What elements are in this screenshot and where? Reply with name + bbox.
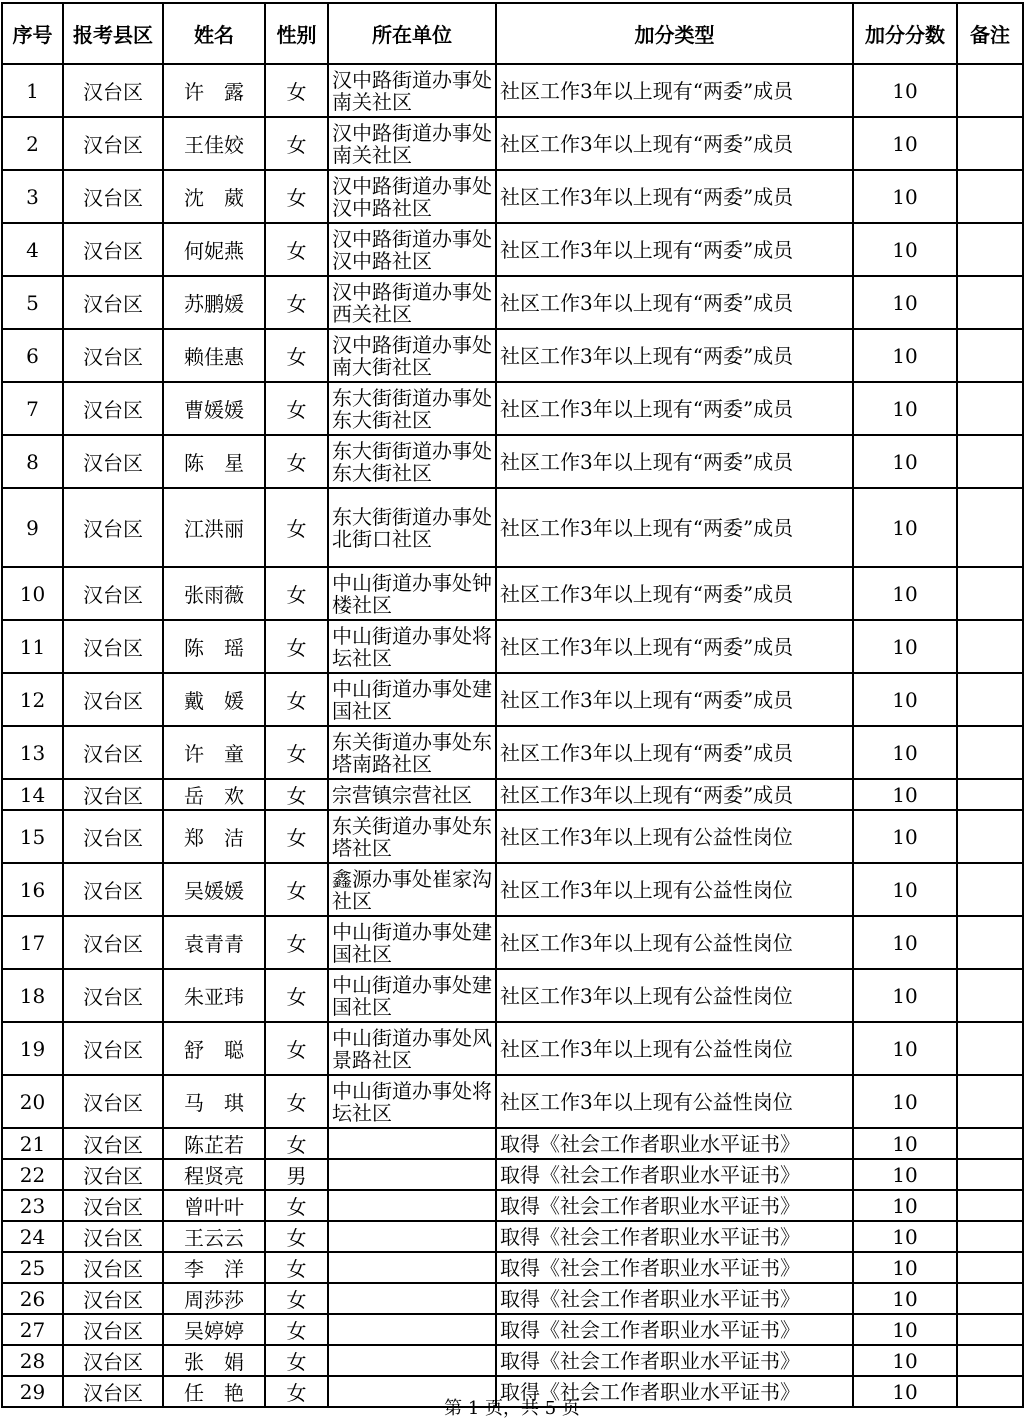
- cell-district: 汉台区: [63, 779, 163, 810]
- cell-name: 曹媛媛: [163, 382, 265, 435]
- cell-note: [957, 64, 1023, 117]
- cell-gender: 女: [265, 170, 328, 223]
- cell-note: [957, 1314, 1023, 1345]
- table-row: [2, 1252, 1023, 1283]
- table-row: [2, 726, 1023, 779]
- cell-gender: 女: [265, 488, 328, 567]
- cell-district: 汉台区: [63, 170, 163, 223]
- cell-bonus-type: 取得《社会工作者职业水平证书》: [496, 1252, 853, 1283]
- cell-unit: [328, 1221, 496, 1252]
- table-row: [2, 673, 1023, 726]
- cell-note: [957, 726, 1023, 779]
- cell-no: 25: [2, 1252, 63, 1283]
- table-body: [2, 64, 1023, 1407]
- cell-no: 21: [2, 1128, 63, 1159]
- cell-unit: 中山街道办事处风景路社区: [328, 1022, 496, 1075]
- cell-district: 汉台区: [63, 916, 163, 969]
- cell-gender: 女: [265, 276, 328, 329]
- cell-bonus-score: 10: [853, 1075, 957, 1128]
- cell-district: 汉台区: [63, 488, 163, 567]
- cell-note: [957, 1128, 1023, 1159]
- cell-no: 8: [2, 435, 63, 488]
- cell-name: 许 露: [163, 64, 265, 117]
- cell-unit: 鑫源办事处崔家沟社区: [328, 863, 496, 916]
- cell-note: [957, 117, 1023, 170]
- cell-no: 12: [2, 673, 63, 726]
- cell-bonus-type: 取得《社会工作者职业水平证书》: [496, 1221, 853, 1252]
- cell-name: 张雨薇: [163, 567, 265, 620]
- cell-gender: 女: [265, 1283, 328, 1314]
- cell-no: 20: [2, 1075, 63, 1128]
- cell-bonus-score: 10: [853, 1252, 957, 1283]
- cell-unit: 中山街道办事处建国社区: [328, 916, 496, 969]
- header-bonus-type: 加分类型: [496, 3, 853, 64]
- table-row: [2, 916, 1023, 969]
- cell-note: [957, 673, 1023, 726]
- cell-note: [957, 620, 1023, 673]
- cell-gender: 女: [265, 567, 328, 620]
- cell-no: 14: [2, 779, 63, 810]
- cell-gender: 女: [265, 1376, 328, 1407]
- cell-district: 汉台区: [63, 64, 163, 117]
- cell-bonus-score: 10: [853, 382, 957, 435]
- cell-name: 李 洋: [163, 1252, 265, 1283]
- cell-bonus-type: 社区工作3年以上现有“两委”成员: [496, 779, 853, 810]
- cell-no: 16: [2, 863, 63, 916]
- cell-name: 许 童: [163, 726, 265, 779]
- cell-unit: [328, 1314, 496, 1345]
- cell-bonus-score: 10: [853, 810, 957, 863]
- cell-note: [957, 276, 1023, 329]
- cell-name: 戴 媛: [163, 673, 265, 726]
- cell-no: 9: [2, 488, 63, 567]
- cell-unit: 中山街道办事处建国社区: [328, 673, 496, 726]
- cell-note: [957, 810, 1023, 863]
- cell-gender: 女: [265, 329, 328, 382]
- cell-bonus-type: 取得《社会工作者职业水平证书》: [496, 1314, 853, 1345]
- cell-unit: 中山街道办事处钟楼社区: [328, 567, 496, 620]
- cell-name: 王佳姣: [163, 117, 265, 170]
- cell-bonus-type: 社区工作3年以上现有“两委”成员: [496, 567, 853, 620]
- cell-name: 马 琪: [163, 1075, 265, 1128]
- cell-district: 汉台区: [63, 1022, 163, 1075]
- cell-note: [957, 1345, 1023, 1376]
- cell-name: 岳 欢: [163, 779, 265, 810]
- cell-name: 江洪丽: [163, 488, 265, 567]
- cell-no: 18: [2, 969, 63, 1022]
- cell-gender: 女: [265, 64, 328, 117]
- table-row: [2, 117, 1023, 170]
- cell-unit: 中山街道办事处将坛社区: [328, 620, 496, 673]
- cell-district: 汉台区: [63, 1190, 163, 1221]
- cell-no: 27: [2, 1314, 63, 1345]
- cell-gender: 女: [265, 1314, 328, 1345]
- table-row: [2, 1221, 1023, 1252]
- table-row: [2, 863, 1023, 916]
- cell-unit: [328, 1252, 496, 1283]
- cell-bonus-score: 10: [853, 435, 957, 488]
- table-row: [2, 276, 1023, 329]
- table-row: [2, 1283, 1023, 1314]
- cell-gender: 女: [265, 1345, 328, 1376]
- cell-gender: 女: [265, 382, 328, 435]
- cell-gender: 女: [265, 620, 328, 673]
- cell-bonus-type: 取得《社会工作者职业水平证书》: [496, 1376, 853, 1407]
- header-unit: 所在单位: [328, 3, 496, 64]
- header-name: 姓名: [163, 3, 265, 64]
- cell-name: 张 娟: [163, 1345, 265, 1376]
- cell-bonus-score: 10: [853, 1376, 957, 1407]
- cell-district: 汉台区: [63, 567, 163, 620]
- cell-bonus-score: 10: [853, 916, 957, 969]
- cell-unit: 东关街道办事处东塔南路社区: [328, 726, 496, 779]
- cell-bonus-type: 社区工作3年以上现有“两委”成员: [496, 329, 853, 382]
- cell-unit: 汉中路街道办事处汉中路社区: [328, 223, 496, 276]
- cell-district: 汉台区: [63, 435, 163, 488]
- cell-gender: 女: [265, 1022, 328, 1075]
- cell-bonus-score: 10: [853, 726, 957, 779]
- table-row: [2, 223, 1023, 276]
- cell-note: [957, 1252, 1023, 1283]
- cell-bonus-type: 社区工作3年以上现有公益性岗位: [496, 810, 853, 863]
- cell-gender: 女: [265, 1221, 328, 1252]
- cell-unit: [328, 1283, 496, 1314]
- table-row: [2, 620, 1023, 673]
- cell-unit: 宗营镇宗营社区: [328, 779, 496, 810]
- cell-no: 28: [2, 1345, 63, 1376]
- table-row: [2, 779, 1023, 810]
- cell-note: [957, 779, 1023, 810]
- cell-bonus-type: 取得《社会工作者职业水平证书》: [496, 1345, 853, 1376]
- cell-unit: 东大街街道办事处东大街社区: [328, 435, 496, 488]
- cell-district: 汉台区: [63, 1221, 163, 1252]
- cell-bonus-score: 10: [853, 223, 957, 276]
- cell-unit: [328, 1345, 496, 1376]
- cell-name: 王云云: [163, 1221, 265, 1252]
- cell-gender: 女: [265, 117, 328, 170]
- cell-unit: 汉中路街道办事处南关社区: [328, 117, 496, 170]
- cell-gender: 女: [265, 726, 328, 779]
- cell-bonus-type: 社区工作3年以上现有公益性岗位: [496, 969, 853, 1022]
- cell-district: 汉台区: [63, 1128, 163, 1159]
- cell-unit: [328, 1190, 496, 1221]
- cell-unit: 中山街道办事处将坛社区: [328, 1075, 496, 1128]
- cell-district: 汉台区: [63, 1314, 163, 1345]
- cell-name: 曾叶叶: [163, 1190, 265, 1221]
- cell-gender: 女: [265, 1252, 328, 1283]
- cell-no: 19: [2, 1022, 63, 1075]
- cell-name: 周莎莎: [163, 1283, 265, 1314]
- table-row: [2, 567, 1023, 620]
- cell-name: 袁青青: [163, 916, 265, 969]
- cell-no: 2: [2, 117, 63, 170]
- cell-bonus-score: 10: [853, 863, 957, 916]
- cell-unit: 汉中路街道办事处汉中路社区: [328, 170, 496, 223]
- table-row: [2, 1075, 1023, 1128]
- cell-district: 汉台区: [63, 117, 163, 170]
- cell-district: 汉台区: [63, 969, 163, 1022]
- table-row: [2, 382, 1023, 435]
- cell-bonus-type: 社区工作3年以上现有公益性岗位: [496, 863, 853, 916]
- cell-unit: 汉中路街道办事处南大街社区: [328, 329, 496, 382]
- cell-name: 苏鹏媛: [163, 276, 265, 329]
- cell-gender: 女: [265, 1075, 328, 1128]
- cell-name: 吴媛媛: [163, 863, 265, 916]
- cell-bonus-score: 10: [853, 1159, 957, 1190]
- cell-gender: 女: [265, 969, 328, 1022]
- bonus-points-table: [1, 2, 1024, 1408]
- cell-gender: 男: [265, 1159, 328, 1190]
- cell-name: 吴婷婷: [163, 1314, 265, 1345]
- cell-bonus-type: 社区工作3年以上现有“两委”成员: [496, 382, 853, 435]
- cell-district: 汉台区: [63, 1283, 163, 1314]
- cell-name: 何妮燕: [163, 223, 265, 276]
- cell-bonus-type: 社区工作3年以上现有“两委”成员: [496, 117, 853, 170]
- cell-bonus-score: 10: [853, 64, 957, 117]
- cell-unit: 中山街道办事处建国社区: [328, 969, 496, 1022]
- cell-bonus-score: 10: [853, 620, 957, 673]
- cell-bonus-type: 社区工作3年以上现有“两委”成员: [496, 64, 853, 117]
- cell-district: 汉台区: [63, 276, 163, 329]
- cell-bonus-type: 社区工作3年以上现有“两委”成员: [496, 170, 853, 223]
- table-row: [2, 1159, 1023, 1190]
- table-row: [2, 1128, 1023, 1159]
- cell-name: 赖佳惠: [163, 329, 265, 382]
- cell-no: 29: [2, 1376, 63, 1407]
- cell-bonus-type: 取得《社会工作者职业水平证书》: [496, 1190, 853, 1221]
- cell-unit: [328, 1128, 496, 1159]
- table-row: [2, 1190, 1023, 1221]
- cell-district: 汉台区: [63, 620, 163, 673]
- cell-bonus-type: 社区工作3年以上现有“两委”成员: [496, 726, 853, 779]
- cell-district: 汉台区: [63, 382, 163, 435]
- cell-note: [957, 329, 1023, 382]
- cell-name: 朱亚玮: [163, 969, 265, 1022]
- table-row: [2, 1345, 1023, 1376]
- cell-district: 汉台区: [63, 1376, 163, 1407]
- cell-gender: 女: [265, 1128, 328, 1159]
- cell-bonus-score: 10: [853, 170, 957, 223]
- cell-gender: 女: [265, 223, 328, 276]
- cell-bonus-score: 10: [853, 276, 957, 329]
- cell-bonus-type: 社区工作3年以上现有“两委”成员: [496, 620, 853, 673]
- cell-note: [957, 1159, 1023, 1190]
- cell-bonus-type: 社区工作3年以上现有公益性岗位: [496, 1022, 853, 1075]
- cell-note: [957, 170, 1023, 223]
- cell-bonus-type: 取得《社会工作者职业水平证书》: [496, 1283, 853, 1314]
- cell-no: 13: [2, 726, 63, 779]
- cell-name: 郑 洁: [163, 810, 265, 863]
- cell-bonus-score: 10: [853, 673, 957, 726]
- cell-no: 10: [2, 567, 63, 620]
- cell-note: [957, 1190, 1023, 1221]
- cell-bonus-score: 10: [853, 1128, 957, 1159]
- cell-district: 汉台区: [63, 673, 163, 726]
- table-header-row: [2, 3, 1023, 64]
- cell-bonus-type: 社区工作3年以上现有“两委”成员: [496, 276, 853, 329]
- cell-note: [957, 1283, 1023, 1314]
- cell-unit: [328, 1159, 496, 1190]
- cell-gender: 女: [265, 779, 328, 810]
- cell-note: [957, 382, 1023, 435]
- cell-bonus-type: 社区工作3年以上现有“两委”成员: [496, 488, 853, 567]
- header-gender: 性别: [265, 3, 328, 64]
- cell-bonus-type: 社区工作3年以上现有公益性岗位: [496, 1075, 853, 1128]
- cell-note: [957, 969, 1023, 1022]
- cell-district: 汉台区: [63, 1345, 163, 1376]
- cell-bonus-type: 取得《社会工作者职业水平证书》: [496, 1159, 853, 1190]
- cell-name: 舒 聪: [163, 1022, 265, 1075]
- table-row: [2, 64, 1023, 117]
- cell-gender: 女: [265, 810, 328, 863]
- table-row: [2, 1022, 1023, 1075]
- cell-unit: 东大街街道办事处北街口社区: [328, 488, 496, 567]
- header-bonus-score: 加分分数: [853, 3, 957, 64]
- cell-district: 汉台区: [63, 1252, 163, 1283]
- cell-note: [957, 223, 1023, 276]
- cell-note: [957, 1221, 1023, 1252]
- cell-no: 23: [2, 1190, 63, 1221]
- cell-bonus-score: 10: [853, 1221, 957, 1252]
- cell-note: [957, 435, 1023, 488]
- cell-bonus-score: 10: [853, 1283, 957, 1314]
- cell-note: [957, 916, 1023, 969]
- cell-unit: 汉中路街道办事处西关社区: [328, 276, 496, 329]
- cell-gender: 女: [265, 435, 328, 488]
- cell-bonus-score: 10: [853, 969, 957, 1022]
- header-district: 报考县区: [63, 3, 163, 64]
- cell-no: 17: [2, 916, 63, 969]
- cell-bonus-score: 10: [853, 329, 957, 382]
- cell-name: 程贤亮: [163, 1159, 265, 1190]
- cell-no: 7: [2, 382, 63, 435]
- cell-no: 22: [2, 1159, 63, 1190]
- cell-no: 3: [2, 170, 63, 223]
- cell-unit: 东大街街道办事处东大街社区: [328, 382, 496, 435]
- cell-district: 汉台区: [63, 863, 163, 916]
- cell-bonus-score: 10: [853, 1022, 957, 1075]
- cell-bonus-score: 10: [853, 567, 957, 620]
- table-row: [2, 1314, 1023, 1345]
- table-row: [2, 329, 1023, 382]
- cell-bonus-score: 10: [853, 1345, 957, 1376]
- cell-district: 汉台区: [63, 726, 163, 779]
- table-row: [2, 810, 1023, 863]
- table-row: [2, 488, 1023, 567]
- cell-note: [957, 1075, 1023, 1128]
- cell-bonus-score: 10: [853, 779, 957, 810]
- header-note: 备注: [957, 3, 1023, 64]
- cell-no: 15: [2, 810, 63, 863]
- cell-no: 11: [2, 620, 63, 673]
- cell-unit: 汉中路街道办事处南关社区: [328, 64, 496, 117]
- cell-note: [957, 567, 1023, 620]
- cell-name: 任 艳: [163, 1376, 265, 1407]
- cell-gender: 女: [265, 1190, 328, 1221]
- cell-unit: 东关街道办事处东塔社区: [328, 810, 496, 863]
- cell-district: 汉台区: [63, 223, 163, 276]
- cell-name: 沈 葳: [163, 170, 265, 223]
- table-row: [2, 170, 1023, 223]
- cell-name: 陈芷若: [163, 1128, 265, 1159]
- table-row: [2, 435, 1023, 488]
- cell-bonus-type: 社区工作3年以上现有“两委”成员: [496, 673, 853, 726]
- cell-bonus-type: 取得《社会工作者职业水平证书》: [496, 1128, 853, 1159]
- cell-no: 24: [2, 1221, 63, 1252]
- cell-district: 汉台区: [63, 810, 163, 863]
- table-row: [2, 969, 1023, 1022]
- cell-name: 陈 瑶: [163, 620, 265, 673]
- cell-district: 汉台区: [63, 1075, 163, 1128]
- cell-bonus-score: 10: [853, 1190, 957, 1221]
- cell-bonus-score: 10: [853, 117, 957, 170]
- cell-district: 汉台区: [63, 1159, 163, 1190]
- cell-note: [957, 1022, 1023, 1075]
- cell-no: 26: [2, 1283, 63, 1314]
- cell-note: [957, 863, 1023, 916]
- cell-bonus-type: 社区工作3年以上现有公益性岗位: [496, 916, 853, 969]
- cell-no: 1: [2, 64, 63, 117]
- cell-bonus-score: 10: [853, 488, 957, 567]
- cell-gender: 女: [265, 673, 328, 726]
- cell-gender: 女: [265, 863, 328, 916]
- cell-gender: 女: [265, 916, 328, 969]
- cell-district: 汉台区: [63, 329, 163, 382]
- cell-no: 5: [2, 276, 63, 329]
- cell-bonus-type: 社区工作3年以上现有“两委”成员: [496, 223, 853, 276]
- cell-bonus-score: 10: [853, 1314, 957, 1345]
- cell-bonus-type: 社区工作3年以上现有“两委”成员: [496, 435, 853, 488]
- header-no: 序号: [2, 3, 63, 64]
- cell-note: [957, 488, 1023, 567]
- cell-name: 陈 星: [163, 435, 265, 488]
- cell-no: 4: [2, 223, 63, 276]
- page-footer: 第 1 页，共 5 页: [444, 1398, 580, 1419]
- cell-no: 6: [2, 329, 63, 382]
